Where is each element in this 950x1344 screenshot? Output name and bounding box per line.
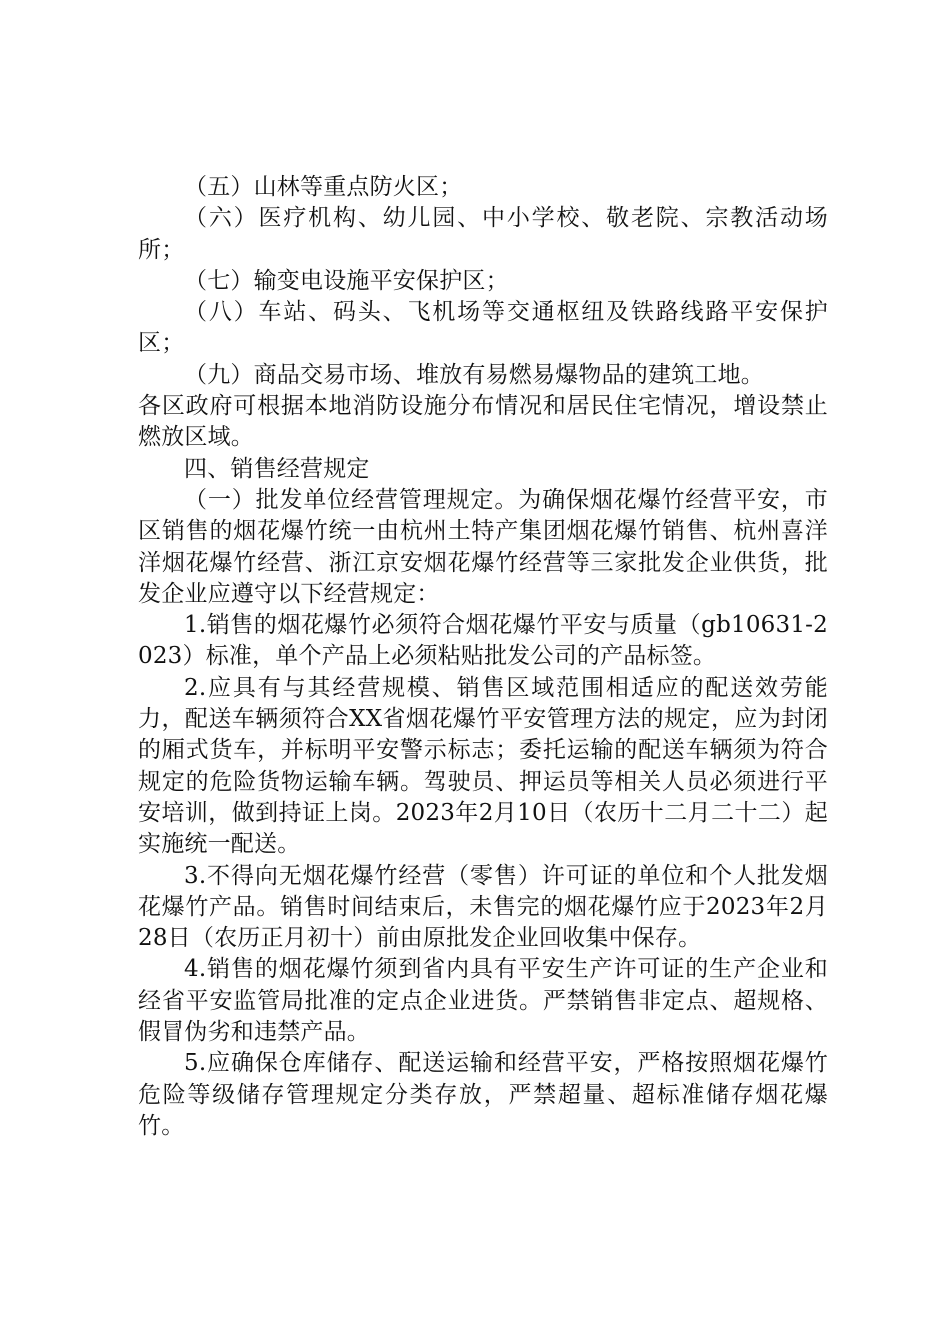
paragraph-item-5: （五）山林等重点防火区；: [184, 174, 463, 200]
paragraph-item-9: （九）商品交易市场、堆放有易燃易爆物品的建筑工地。: [184, 361, 764, 388]
paragraph-item-7: （七）输变电设施平安保护区；: [184, 267, 509, 294]
paragraph-item-8: （八）车站、码头、飞机场等交通枢纽及铁路线路平安保护区；: [138, 299, 828, 357]
paragraph-item-6: （六）医疗机构、幼儿园、中小学校、敬老院、宗教活动场所；: [138, 205, 828, 263]
rule-item-1: 1.销售的烟花爆竹必须符合烟花爆竹平安与质量（gb10631-2023）标准，单个产品上必须粘贴批发公司的产品标签。: [138, 612, 828, 670]
rule-item-2: 2.应具有与其经营规模、销售区域范围相适应的配送效劳能力，配送车辆须符合XX省烟花爆竹平安管理方法的规定，应为封闭的厢式货车，并标明平安警示标志；委托运输的配送车辆须为符合规定的危险货物运输车辆。驾驶员、押运员等相关人员必须进行平安培训，做到持证上岗。2023年2月10日（农历十二月二十二）起实施统一配送。: [138, 674, 828, 858]
rule-item-4: 4.销售的烟花爆竹须到省内具有平安生产许可证的生产企业和经省平安监管局批准的定点企业进货。严禁销售非定点、超规格、假冒伪劣和违禁产品。: [138, 956, 828, 1046]
rule-item-3: 3.不得向无烟花爆竹经营（零售）许可证的单位和个人批发烟花爆竹产品。销售时间结束后，未售完的烟花爆竹应于2023年2月28日（农历正月初十）前由原批发企业回收集中保存。: [138, 862, 828, 952]
document-page: [138, 172, 828, 1142]
section-heading-sales-rules: 四、销售经营规定: [184, 455, 370, 482]
rule-item-5: 5.应确保仓库储存、配送运输和经营平安，严格按照烟花爆竹危险等级储存管理规定分类存放，严禁超量、超标准储存烟花爆竹。: [138, 1050, 828, 1139]
paragraph-district-note: 各区政府可根据本地消防设施分布情况和居民住宅情况，增设禁止燃放区域。: [138, 393, 828, 451]
paragraph-wholesale-rules: （一）批发单位经营管理规定。为确保烟花爆竹经营平安，市区销售的烟花爆竹统一由杭州土特产集团烟花爆竹销售、杭州喜洋洋烟花爆竹经营、浙江京安烟花爆竹经营等三家批发企业供货，批发企业应遵守以下经营规定：: [138, 486, 828, 607]
